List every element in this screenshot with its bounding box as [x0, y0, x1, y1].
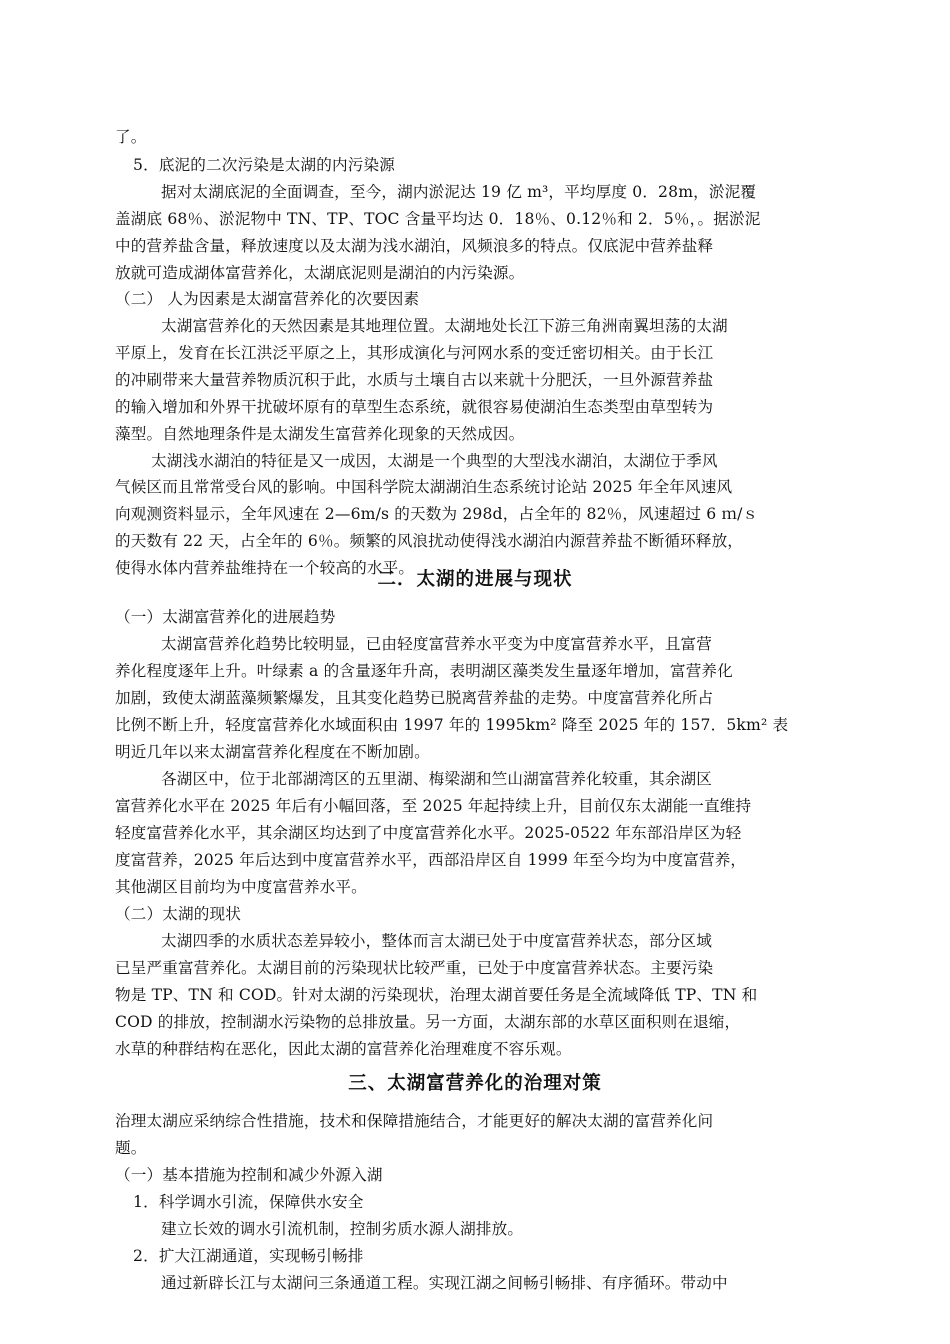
paragraph-line: 盖湖底 68％、淤泥物中 TN、TP、TOC 含量平均达 0．18％、0.12％和 2．5％，。据淤泥 — [115, 210, 761, 228]
subsection-heading: （二）太湖的现状 — [115, 905, 241, 923]
paragraph-line: 太湖四季的水质状态差异较小，整体而言太湖已处于中度富营养状态，部分区域 — [161, 932, 713, 950]
paragraph-line: 度富营养，2025 年后达到中度富营养水平，西部沿岸区自 1999 年至今均为中度富营养， — [115, 851, 747, 869]
paragraph-line: 富营养化水平在 2025 年后有小幅回落，至 2025 年起持续上升，目前仅东太湖能一直维持 — [115, 797, 752, 815]
section-item-heading: 5．底泥的二次污染是太湖的内污染源 — [133, 156, 395, 174]
paragraph-line: COD 的排放，控制湖水污染物的总排放量。另一方面，太湖东部的水草区面积则在退缩， — [115, 1013, 741, 1031]
paragraph-line: 题。 — [115, 1139, 147, 1157]
paragraph-line: 藻型。自然地理条件是太湖发生富营养化现象的天然成因。 — [115, 425, 525, 443]
paragraph-line: 太湖富营养化趋势比较明显，已由轻度富营养水平变为中度富营养水平，且富营 — [161, 635, 713, 653]
subsection-heading: （一）基本措施为控制和减少外源入湖 — [115, 1166, 383, 1184]
list-item-heading: 2．扩大江湖通道，实现畅引畅排 — [133, 1247, 364, 1265]
text-line: 了。 — [115, 128, 147, 146]
paragraph-line: 据对太湖底泥的全面调查，至今，湖内淤泥达 19 亿 m³，平均厚度 0．28m，淤泥覆 — [161, 183, 757, 201]
section-heading: 三、太湖富营养化的治理对策 — [348, 1073, 602, 1094]
paragraph-line: 治理太湖应采纳综合性措施，技术和保障措施结合，才能更好的解决太湖的富营养化问 — [115, 1112, 714, 1130]
paragraph-line: 通过新辟长江与太湖问三条通道工程。实现江湖之间畅引畅排、有序循环。带动中 — [161, 1274, 728, 1292]
paragraph-line: 建立长效的调水引流机制，控制劣质水源人湖排放。 — [161, 1220, 524, 1238]
paragraph-line: 各湖区中，位于北部湖湾区的五里湖、梅梁湖和竺山湖富营养化较重，其余湖区 — [161, 770, 713, 788]
paragraph-line: 向观测资料显示，全年风速在 2—6m/s 的天数为 298d，占全年的 82％，风速超过 6 ｍ/ｓ — [115, 505, 759, 523]
paragraph-line: 比例不断上升，轻度富营养化水域面积由 1997 年的 1995km² 降至 2025 年的 157．5km² 表 — [115, 716, 789, 734]
subsection-heading: （二） 人为因素是太湖富营养化的次要因素 — [115, 290, 420, 308]
paragraph-line: 太湖浅水湖泊的特征是又一成因，太湖是一个典型的大型浅水湖泊，太湖位于季风 — [151, 452, 718, 470]
paragraph-line: 的输入增加和外界干扰破坏原有的草型生态系统，就很容易使湖泊生态类型由草型转为 — [115, 398, 714, 416]
paragraph-line: 放就可造成湖体富营养化，太湖底泥则是湖泊的内污染源。 — [115, 264, 525, 282]
paragraph-line: 的天数有 22 天，占全年的 6％。频繁的风浪扰动使得浅水湖泊内源营养盐不断循环释放， — [115, 532, 744, 550]
paragraph-line: 明近几年以来太湖富营养化程度在不断加剧。 — [115, 743, 430, 761]
paragraph-line: 轻度富营养化水平，其余湖区均达到了中度富营养化水平。2025-0522 年东部沿岸区为轻 — [115, 824, 742, 842]
section-heading: 二．太湖的进展与现状 — [377, 569, 573, 590]
paragraph-line: 其他湖区目前均为中度富营养水平。 — [115, 878, 367, 896]
paragraph-line: 物是 TP、TN 和 COD。针对太湖的污染现状，治理太湖首要任务是全流域降低 TP、TN 和 — [115, 986, 758, 1004]
paragraph-line: 太湖富营养化的天然因素是其地理位置。太湖地处长江下游三角洲南翼坦荡的太湖 — [161, 317, 728, 335]
paragraph-line: 中的营养盐含量，释放速度以及太湖为浅水湖泊，风频浪多的特点。仅底泥中营养盐释 — [115, 237, 714, 255]
paragraph-line: 养化程度逐年上升。叶绿素 a 的含量逐年升高，表明湖区藻类发生量逐年增加，富营养化 — [115, 662, 733, 680]
paragraph-line: 的冲刷带来大量营养物质沉积于此，水质与土壤自古以来就十分肥沃，一旦外源营养盐 — [115, 371, 714, 389]
paragraph-line: 使得水体内营养盐维持在一个较高的水平。 — [115, 559, 415, 577]
paragraph-line: 气候区而且常常受台风的影响。中国科学院太湖湖泊生态系统讨论站 2025 年全年风速风 — [115, 478, 733, 496]
paragraph-line: 平原上，发育在长江洪泛平原之上，其形成演化与河网水系的变迁密切相关。由于长江 — [115, 344, 714, 362]
list-item-heading: 1．科学调水引流，保障供水安全 — [133, 1193, 364, 1211]
paragraph-line: 加剧，致使太湖蓝藻频繁爆发，且其变化趋势已脱离营养盐的走势。中度富营养化所占 — [115, 689, 714, 707]
paragraph-line: 水草的种群结构在恶化，因此太湖的富营养化治理难度不容乐观。 — [115, 1040, 572, 1058]
subsection-heading: （一）太湖富营养化的进展趋势 — [115, 608, 336, 626]
paragraph-line: 已呈严重富营养化。太湖目前的污染现状比较严重，已处于中度富营养状态。主要污染 — [115, 959, 714, 977]
